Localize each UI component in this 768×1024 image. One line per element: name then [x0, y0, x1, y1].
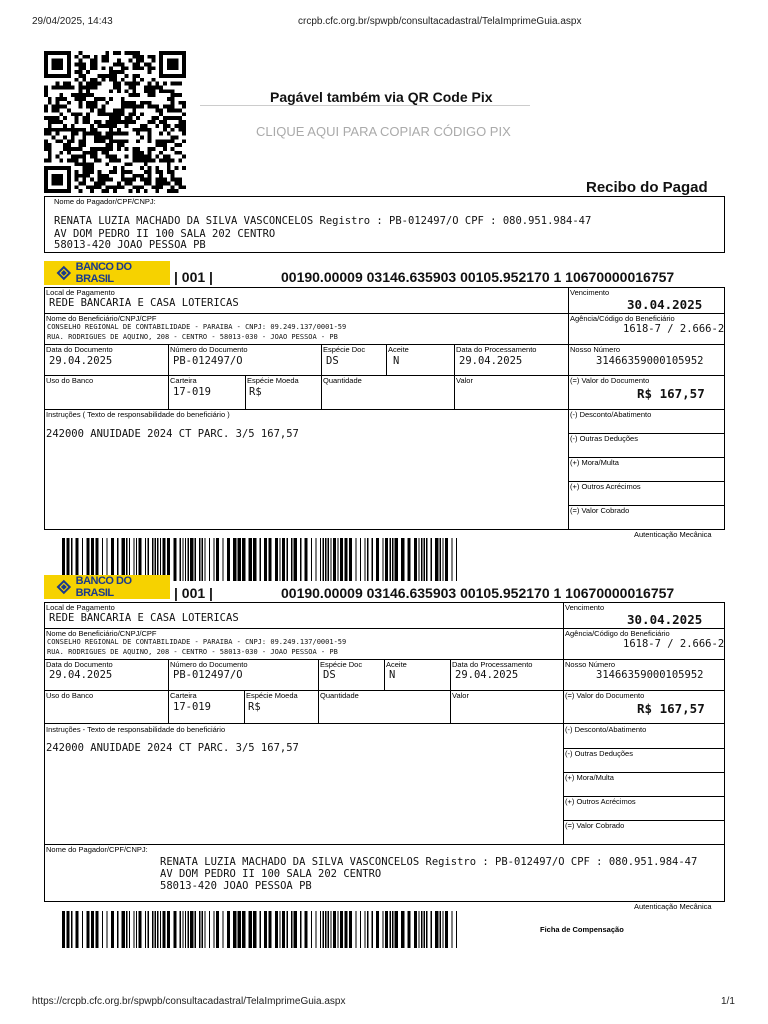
- label-valor-documento: (=) Valor do Documento: [565, 691, 645, 700]
- digitable-line: 00190.00009 03146.635903 00105.952170 1 10670000016757: [281, 585, 675, 601]
- aceite: N: [389, 669, 396, 681]
- beneficiario-line-1: CONSELHO REGIONAL DE CONTABILIDADE - PARAIBA - CNPJ: 09.249.137/0001-59: [47, 638, 347, 646]
- numero-documento: PB-012497/O: [173, 669, 243, 681]
- nosso-numero: 31466359000105952: [596, 355, 704, 367]
- carteira: 17-019: [173, 701, 211, 713]
- label-desconto: (-) Desconto/Abatimento: [565, 725, 647, 734]
- ficha-payer-line-3: 58013-420 JOAO PESSOA PB: [160, 880, 312, 892]
- especie-moeda: R$: [249, 386, 262, 398]
- agencia: 1618-7 / 2.666-2: [623, 323, 725, 335]
- nosso-numero: 31466359000105952: [596, 669, 704, 681]
- pix-qr-code: [44, 51, 186, 193]
- print-url: crcpb.cfc.org.br/spwpb/consultacadastral/TelaImprimeGuia.aspx: [298, 16, 582, 27]
- bank-name: BANCO DO BRASIL: [75, 575, 132, 599]
- label-valor-documento: (=) Valor do Documento: [570, 376, 650, 385]
- divider: [44, 723, 725, 724]
- label-vencimento: Vencimento: [565, 603, 605, 612]
- label-vencimento: Vencimento: [570, 288, 610, 297]
- data-processamento: 29.04.2025: [455, 669, 519, 681]
- digitable-line: 00190.00009 03146.635903 00105.952170 1 10670000016757: [281, 269, 675, 285]
- label-especie-doc: Espécie Doc: [323, 345, 366, 354]
- label-especie-moeda: Espécie Moeda: [246, 691, 298, 700]
- label-autenticacao: Autenticação Mecânica: [634, 530, 712, 539]
- divider: [168, 344, 169, 409]
- label-outros-acrescimos: (+) Outros Acrécimos: [570, 482, 641, 491]
- pix-title: Pagável também via QR Code Pix: [270, 89, 493, 105]
- label-especie-doc: Espécie Doc: [320, 660, 363, 669]
- beneficiario-line-2: RUA. RODRIGUES DE AQUINO, 208 - CENTRO - 58013-030 - JOAO PESSOA - PB: [47, 648, 338, 656]
- label-agencia: Agência/Código do Beneficiário: [570, 314, 675, 323]
- ficha-compensacao-label: Ficha de Compensação: [540, 925, 624, 934]
- label-data-processamento: Data do Processamento: [456, 345, 537, 354]
- payer-line-2: AV DOM PEDRO II 100 SALA 202 CENTRO: [54, 228, 276, 240]
- divider: [321, 344, 322, 409]
- data-documento: 29.04.2025: [49, 355, 113, 367]
- footer-url: https://crcpb.cfc.org.br/spwpb/consultacadastral/TelaImprimeGuia.aspx: [32, 996, 346, 1007]
- label-agencia: Agência/Código do Beneficiário: [565, 629, 670, 638]
- bank-name: BANCO DO BRASIL: [75, 261, 132, 285]
- barcode: [62, 911, 458, 948]
- divider: [245, 375, 246, 409]
- carteira: 17-019: [173, 386, 211, 398]
- especie-doc: DS: [323, 669, 336, 681]
- label-data-processamento: Data do Processamento: [452, 660, 533, 669]
- numero-documento: PB-012497/O: [173, 355, 243, 367]
- label-valor-cobrado: (=) Valor Cobrado: [570, 506, 630, 515]
- instrucoes: 242000 ANUIDADE 2024 CT PARC. 3/5 167,57: [46, 742, 299, 754]
- label-valor: Valor: [452, 691, 469, 700]
- label-valor-cobrado: (=) Valor Cobrado: [565, 821, 625, 830]
- valor-documento: R$ 167,57: [637, 386, 705, 401]
- divider: [44, 344, 725, 345]
- label-quantidade: Quantidade: [320, 691, 359, 700]
- label-numero-documento: Número do Documento: [170, 660, 248, 669]
- copy-pix-link[interactable]: CLIQUE AQUI PARA COPIAR CÓDIGO PIX: [256, 124, 511, 139]
- ficha-payer-line-1: RENATA LUZIA MACHADO DA SILVA VASCONCELOS Registro : PB-012497/O CPF : 080.951.984-47: [160, 856, 698, 868]
- bb-logo-icon: [56, 579, 72, 595]
- label-outras-deducoes: (-) Outras Deduções: [565, 749, 633, 758]
- bb-logo-icon: [56, 265, 72, 281]
- especie-moeda: R$: [248, 701, 261, 713]
- divider: [568, 287, 569, 530]
- label-numero-documento: Número do Documento: [170, 345, 248, 354]
- label-beneficiario: Nome do Beneficiário/CNPJ/CPF: [46, 629, 157, 638]
- label-data-documento: Data do Documento: [46, 345, 113, 354]
- divider: [244, 690, 245, 723]
- divider: [454, 344, 455, 409]
- label-data-documento: Data do Documento: [46, 660, 113, 669]
- bank-code: | 001 |: [174, 585, 213, 601]
- label-mora: (+) Mora/Multa: [565, 773, 614, 782]
- recibo-title: Recibo do Pagad: [586, 179, 708, 196]
- label-desconto: (-) Desconto/Abatimento: [570, 410, 652, 419]
- data-documento: 29.04.2025: [49, 669, 113, 681]
- footer-page: 1/1: [721, 996, 735, 1007]
- label-uso-banco: Uso do Banco: [46, 691, 94, 700]
- divider: [318, 659, 319, 723]
- vencimento: 30.04.2025: [627, 612, 703, 627]
- payer-line-3: 58013-420 JOAO PESSOA PB: [54, 239, 206, 251]
- label-outras-deducoes: (-) Outras Deduções: [570, 434, 638, 443]
- label-aceite: Aceite: [388, 345, 409, 354]
- local-pagamento: REDE BANCARIA E CASA LOTERICAS: [49, 297, 239, 309]
- payer-line-1: RENATA LUZIA MACHADO DA SILVA VASCONCELOS Registro : PB-012497/O CPF : 080.951.984-47: [54, 215, 592, 227]
- payer-label: Nome do Pagador/CPF/CNPJ:: [54, 197, 156, 206]
- label-carteira: Carteira: [170, 376, 197, 385]
- label-nosso-numero: Nosso Número: [570, 345, 621, 354]
- divider: [386, 344, 387, 375]
- label-uso-banco: Uso do Banco: [46, 376, 94, 385]
- label-instrucoes: Instruções - Texto de responsabilidade do beneficiário: [46, 725, 226, 734]
- label-quantidade: Quantidade: [323, 376, 362, 385]
- label-local-pagamento: Local de Pagamento: [46, 288, 115, 297]
- bank-code: | 001 |: [174, 269, 213, 285]
- bank-logo: [44, 575, 170, 599]
- divider: [200, 105, 530, 106]
- local-pagamento: REDE BANCARIA E CASA LOTERICAS: [49, 612, 239, 624]
- label-autenticacao: Autenticação Mecânica: [634, 902, 712, 911]
- agencia: 1618-7 / 2.666-2: [623, 638, 725, 650]
- label-aceite: Aceite: [386, 660, 407, 669]
- instrucoes: 242000 ANUIDADE 2024 CT PARC. 3/5 167,57: [46, 428, 299, 440]
- label-local-pagamento: Local de Pagamento: [46, 603, 115, 612]
- aceite: N: [393, 355, 400, 367]
- divider: [168, 659, 169, 723]
- beneficiario-line-2: RUA. RODRIGUES DE AQUINO, 208 - CENTRO - 58013-030 - JOAO PESSOA - PB: [47, 333, 338, 341]
- print-datetime: 29/04/2025, 14:43: [32, 16, 113, 27]
- especie-doc: DS: [326, 355, 339, 367]
- label-carteira: Carteira: [170, 691, 197, 700]
- label-instrucoes: Instruções ( Texto de responsabilidade do beneficiário ): [46, 410, 230, 419]
- divider: [384, 659, 385, 690]
- label-beneficiario: Nome do Beneficiário/CNPJ/CPF: [46, 314, 157, 323]
- label-mora: (+) Mora/Multa: [570, 458, 619, 467]
- beneficiario-line-1: CONSELHO REGIONAL DE CONTABILIDADE - PARAIBA - CNPJ: 09.249.137/0001-59: [47, 323, 347, 331]
- label-pagador: Nome do Pagador/CPF/CNPJ:: [46, 845, 148, 854]
- label-valor: Valor: [456, 376, 473, 385]
- label-nosso-numero: Nosso Número: [565, 660, 616, 669]
- ficha-payer-line-2: AV DOM PEDRO II 100 SALA 202 CENTRO: [160, 868, 382, 880]
- divider: [450, 659, 451, 723]
- label-especie-moeda: Espécie Moeda: [247, 376, 299, 385]
- vencimento: 30.04.2025: [627, 297, 703, 312]
- valor-documento: R$ 167,57: [637, 701, 705, 716]
- bank-logo: [44, 261, 170, 285]
- label-outros-acrescimos: (+) Outros Acrécimos: [565, 797, 636, 806]
- data-processamento: 29.04.2025: [459, 355, 523, 367]
- divider: [563, 602, 564, 844]
